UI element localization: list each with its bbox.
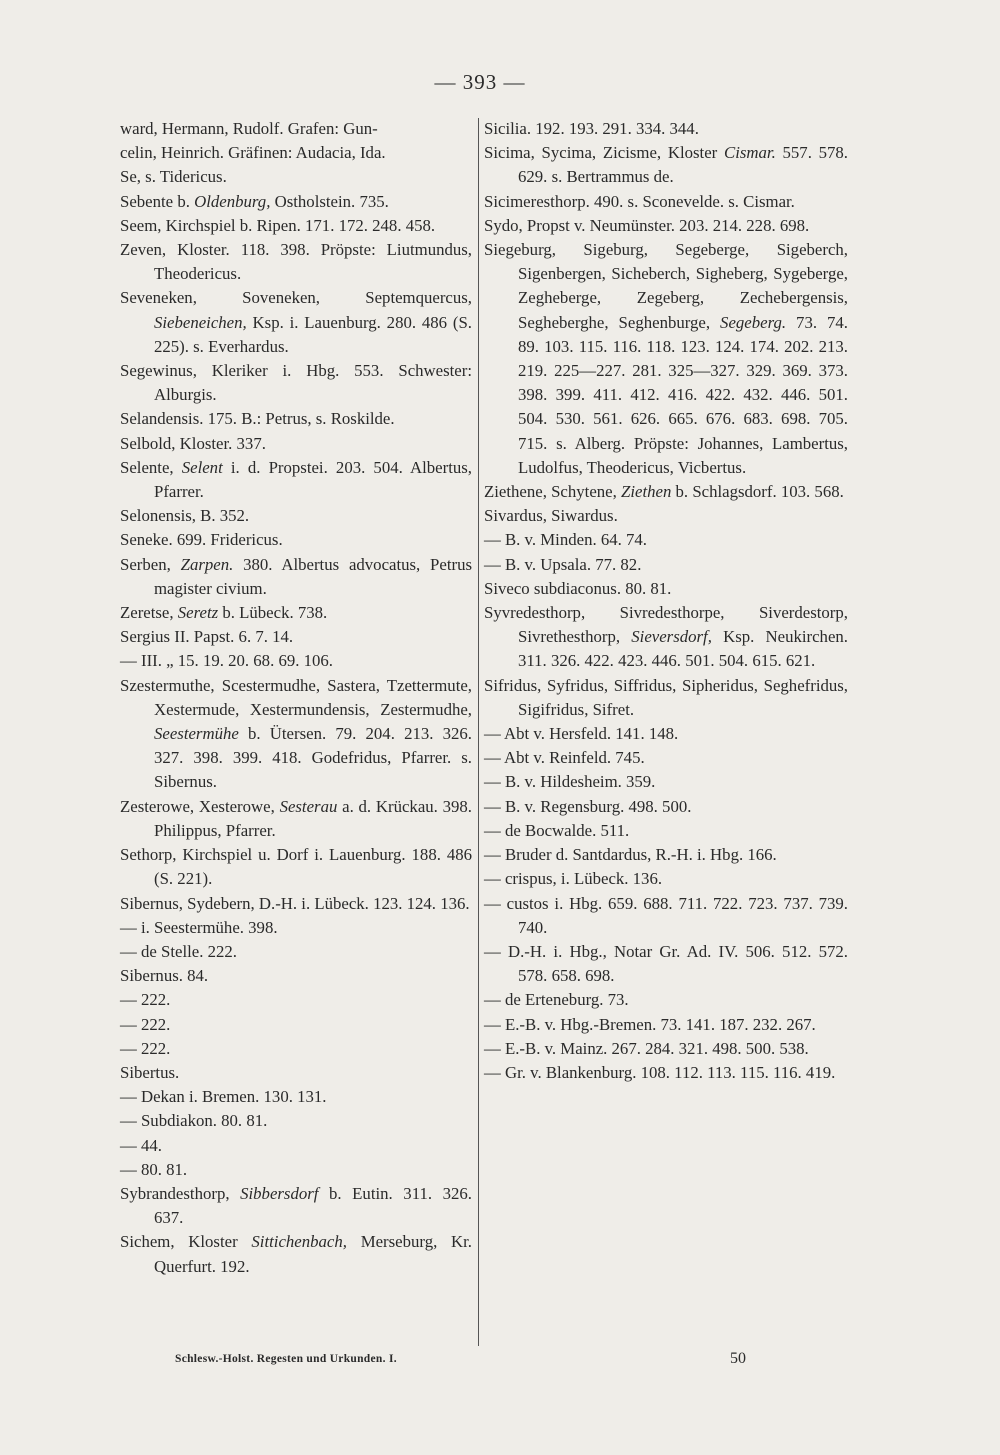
footer-source: Schlesw.-Holst. Regesten und Urkunden. I.	[175, 1353, 397, 1365]
index-entry: Siveco subdiaconus. 80. 81.	[484, 578, 672, 598]
index-entry: ward, Hermann, Rudolf. Grafen: Gun-	[120, 119, 378, 138]
place-name-italic: Seretz	[177, 603, 219, 623]
index-entry: Szestermuthe, Scestermudhe, Sastera, Tzettermute, Xestermude, Xestermundensis, Zestermudhe, Seestermühe b. Ütersen. 79. 204. 213. 326. 327. 398. 399. 418. Godefridus, Pfarrer. s. Sibernus.	[120, 675, 472, 792]
index-entry: Sybrandesthorp, Sibbersdorf b. Eutin. 311. 326. 637.	[120, 1183, 472, 1228]
index-entry: — 80. 81.	[120, 1159, 188, 1179]
place-name-italic: Cismar.	[724, 143, 776, 163]
index-entry: — Gr. v. Blankenburg. 108. 112. 113. 115. 116. 419.	[484, 1062, 836, 1082]
place-name-italic: Seestermühe	[154, 724, 239, 744]
index-entry: Zesterowe, Xesterowe, Sesterau a. d. Krückau. 398. Philippus, Pfarrer.	[120, 796, 472, 840]
place-name-italic: Sieversdorf,	[631, 627, 712, 647]
place-name-italic: Sittichenbach,	[251, 1232, 347, 1252]
index-entry: — de Stelle. 222.	[120, 941, 237, 961]
index-entry: Sicima, Sycima, Zicisme, Kloster Cismar. 557. 578. 629. s. Bertrammus de.	[484, 143, 848, 187]
place-name-italic: Zarpen.	[180, 554, 234, 574]
index-entry: — III. „ 15. 19. 20. 68. 69. 106.	[120, 651, 334, 671]
index-entry: — de Erteneburg. 73.	[484, 990, 629, 1010]
page-number: — 393 —	[434, 70, 526, 94]
index-entry: — 222.	[120, 1038, 171, 1058]
index-entry: — Dekan i. Bremen. 130. 131.	[120, 1087, 327, 1107]
index-entry: Sydo, Propst v. Neumünster. 203. 214. 228. 698.	[484, 215, 810, 235]
index-entry: Sibernus, Sydebern, D.-H. i. Lübeck. 123. 124. 136.	[120, 893, 470, 913]
index-entry: — B. v. Regensburg. 498. 500.	[484, 796, 692, 816]
place-name-italic: Oldenburg,	[194, 191, 271, 211]
index-entry: Sebente b. Oldenburg, Ostholstein. 735.	[120, 191, 389, 211]
left-column	[120, 117, 472, 1279]
index-entry: Syvredesthorp, Sivredesthorpe, Siverdestorp, Sivrethesthorp, Sieversdorf, Ksp. Neukirchen. 311. 326. 422. 423. 446. 501. 504. 615. 621.	[484, 603, 848, 671]
footer-signature: 50	[730, 1350, 746, 1367]
index-entry: Seveneken, Soveneken, Septemquercus, Siebeneichen, Ksp. i. Lauenburg. 280. 486 (S. 225). s. Everhardus.	[120, 288, 472, 356]
index-entry: Seem, Kirchspiel b. Ripen. 171. 172. 248. 458.	[120, 215, 436, 235]
place-name-italic: Selent	[181, 457, 223, 477]
index-entry: — crispus, i. Lübeck. 136.	[484, 869, 663, 889]
place-name-italic: Siebeneichen,	[154, 312, 247, 332]
index-entry: — E.-B. v. Mainz. 267. 284. 321. 498. 500. 538.	[484, 1038, 809, 1058]
index-entry: Selonensis, B. 352.	[120, 506, 250, 526]
index-entry: Sicilia. 192. 193. 291. 334. 344.	[484, 119, 699, 138]
index-entry: — Abt v. Hersfeld. 141. 148.	[484, 724, 679, 744]
place-name-italic: Sesterau	[279, 796, 338, 816]
index-entry: — B. v. Minden. 64. 74.	[484, 530, 647, 550]
index-entry: — Subdiakon. 80. 81.	[120, 1111, 268, 1131]
index-entry: — Bruder d. Santdardus, R.-H. i. Hbg. 166.	[484, 845, 777, 865]
index-entry: — Abt v. Reinfeld. 745.	[484, 748, 645, 768]
index-entry: Zeretse, Seretz b. Lübeck. 738.	[120, 603, 328, 623]
index-entry: Sicimeresthorp. 490. s. Sconevelde. s. Cismar.	[484, 191, 795, 211]
index-entry: Sichem, Kloster Sittichenbach, Merseburg, Kr. Querfurt. 192.	[120, 1232, 472, 1276]
index-entry: Sergius II. Papst. 6. 7. 14.	[120, 627, 294, 647]
place-name-italic: Segeberg.	[720, 312, 787, 332]
place-name-italic: Ziethen	[621, 482, 672, 502]
index-entry: Sibertus.	[120, 1062, 180, 1082]
index-entry: Selandensis. 175. B.: Petrus, s. Roskilde.	[120, 409, 395, 429]
right-column	[484, 117, 848, 1085]
index-entry: Se, s. Tidericus.	[120, 167, 227, 187]
index-entry: — B. v. Upsala. 77. 82.	[484, 554, 642, 574]
index-entry: — 222.	[120, 1014, 171, 1034]
place-name-italic: Sibbersdorf	[240, 1183, 319, 1203]
index-entry: Selente, Selent i. d. Propstei. 203. 504. Albertus, Pfarrer.	[120, 457, 472, 502]
index-entry: — custos i. Hbg. 659. 688. 711. 722. 723. 737. 739. 740.	[484, 893, 848, 937]
index-entry: — de Bocwalde. 511.	[484, 820, 630, 840]
index-entry: Serben, Zarpen. 380. Albertus advocatus, Petrus magister civium.	[120, 554, 472, 598]
index-entry: — B. v. Hildesheim. 359.	[484, 772, 656, 792]
index-entry: Zeven, Kloster. 118. 398. Pröpste: Liutmundus, Theodericus.	[120, 240, 472, 284]
index-entry: Segewinus, Kleriker i. Hbg. 553. Schwester: Alburgis.	[120, 361, 472, 405]
index-entry: — 222.	[120, 990, 171, 1010]
column-divider	[478, 118, 479, 1346]
index-entry: Sifridus, Syfridus, Siffridus, Sipheridus, Seghefridus, Sigifridus, Sifret.	[484, 675, 848, 719]
index-entry: — D.-H. i. Hbg., Notar Gr. Ad. IV. 506. 512. 572. 578. 658. 698.	[484, 941, 848, 986]
index-entry: — E.-B. v. Hbg.-Bremen. 73. 141. 187. 232. 267.	[484, 1014, 816, 1034]
index-entry: Sivardus, Siwardus.	[484, 506, 618, 526]
index-entry: Siegeburg, Sigeburg, Segeberge, Sigeberch, Sigenbergen, Sicheberch, Sigheberg, Sygeberge, Zegheberge, Zegeberg, Zechebergensis, Segheberghe, Seghenburge, Segeberg. 73. 74. 89. 103. 115. 116. 118. 123. 124. 174. 202. 213. 219. 225—227. 281. 325—327. 329. 369. 373. 398. 399. 411. 412. 416. 422. 432. 446. 501. 504. 530. 561. 626. 665. 676. 683. 698. 705. 715. s. Alberg. Pröpste: Johannes, Lambertus, Ludolfus, Theodericus, Vicbertus.	[484, 240, 848, 477]
index-entry: Seneke. 699. Fridericus.	[120, 530, 283, 550]
index-entry: celin, Heinrich. Gräfinen: Audacia, Ida.	[120, 143, 386, 163]
index-entry: — i. Seestermühe. 398.	[120, 917, 278, 937]
index-entry: — 44.	[120, 1135, 162, 1155]
index-entry: Sethorp, Kirchspiel u. Dorf i. Lauenburg. 188. 486 (S. 221).	[120, 845, 472, 889]
index-entry: Sibernus. 84.	[120, 966, 209, 986]
index-entry: Ziethene, Schytene, Ziethen b. Schlagsdorf. 103. 568.	[484, 482, 844, 502]
index-entry: Selbold, Kloster. 337.	[120, 433, 266, 453]
